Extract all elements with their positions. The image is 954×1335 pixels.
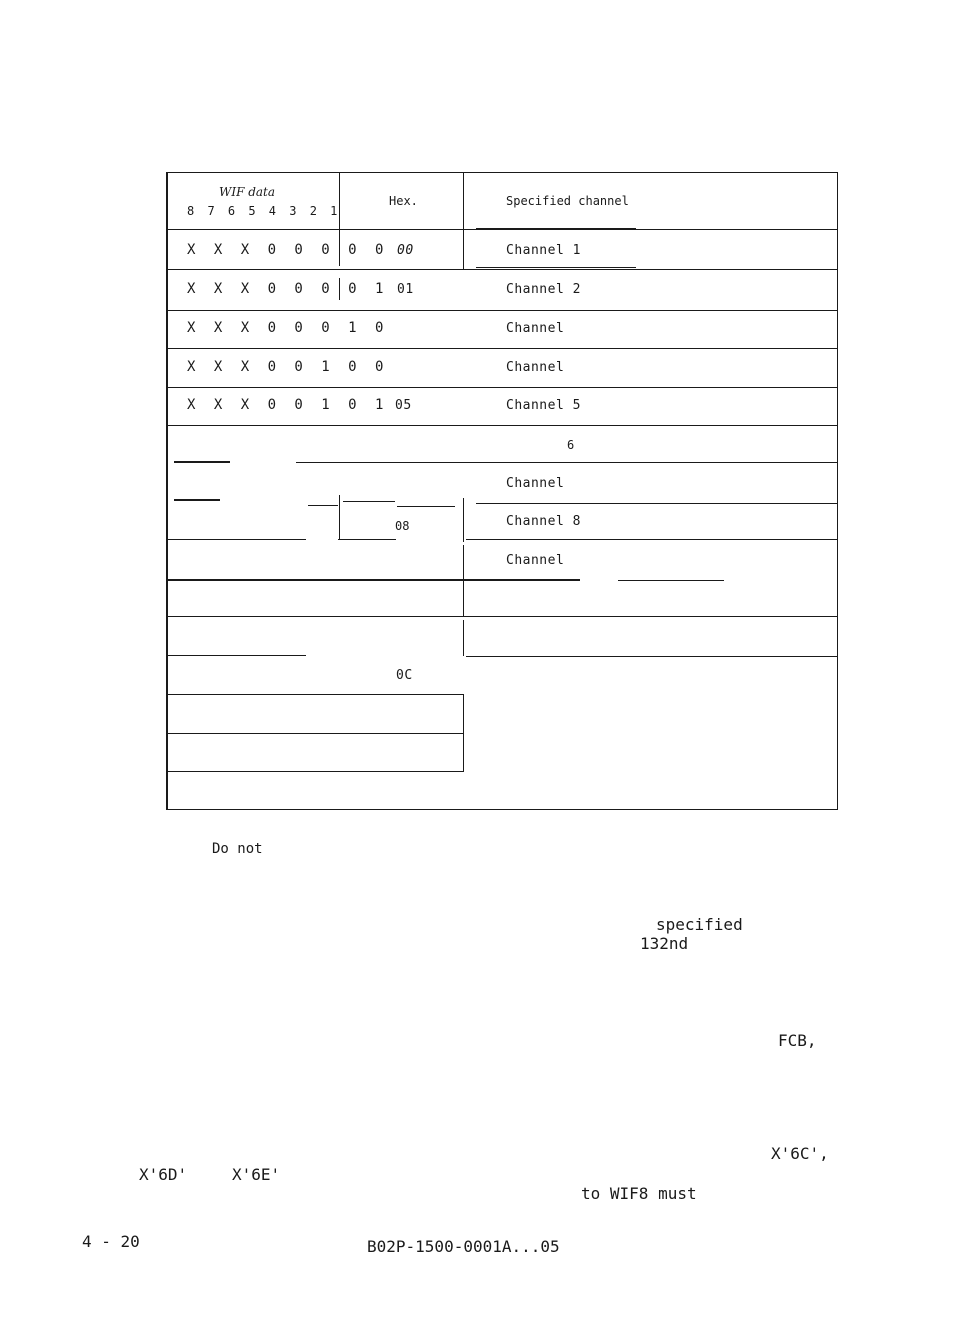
note-132nd: 132nd	[640, 934, 689, 953]
row-2-channel: Channel 2	[506, 282, 581, 297]
row-4-channel: Channel	[506, 360, 565, 375]
row-8-channel: Channel 8	[506, 514, 581, 529]
row-9-channel: Channel	[506, 553, 565, 568]
row-4-bits: X X X 0 0 1 0 0	[187, 359, 389, 375]
row-7-channel: Channel	[506, 476, 565, 491]
row-3-bits: X X X 0 0 0 1 0	[187, 320, 389, 336]
header-wif-data: WIF data	[219, 185, 276, 199]
document-code: B02P-1500-0001A...05	[367, 1237, 560, 1256]
row-2-bits: X X X 0 0 0 0 1	[187, 281, 389, 297]
row-5-hex: 05	[395, 398, 412, 413]
row-12-hex: 0C	[396, 668, 413, 683]
note-x6e: X'6E'	[232, 1165, 281, 1184]
row-5-bits: X X X 0 0 1 0 1	[187, 397, 389, 413]
row-1-hex: 00	[397, 243, 414, 258]
row-6-channel: 6	[567, 438, 575, 452]
row-8-hex: 08	[395, 519, 410, 533]
row-3-channel: Channel	[506, 321, 565, 336]
row-2-hex: 01	[397, 282, 414, 297]
row-1-bits: X X X 0 0 0 0 0	[187, 242, 389, 258]
header-specified-channel: Specified channel	[506, 194, 629, 208]
row-5-channel: Channel 5	[506, 398, 581, 413]
row-1-channel: Channel 1	[506, 243, 581, 258]
note-do-not: Do not	[212, 841, 263, 857]
note-x6d: X'6D'	[139, 1165, 188, 1184]
page-number: 4 - 20	[82, 1232, 140, 1251]
note-to-wif8-must: to WIF8 must	[581, 1184, 697, 1203]
note-specified: specified	[656, 915, 743, 934]
header-hex: Hex.	[389, 194, 418, 208]
note-x6c: X'6C',	[771, 1144, 829, 1163]
note-fcb: FCB,	[778, 1031, 817, 1050]
header-bit-numbers: 8 7 6 5 4 3 2 1	[187, 204, 341, 218]
